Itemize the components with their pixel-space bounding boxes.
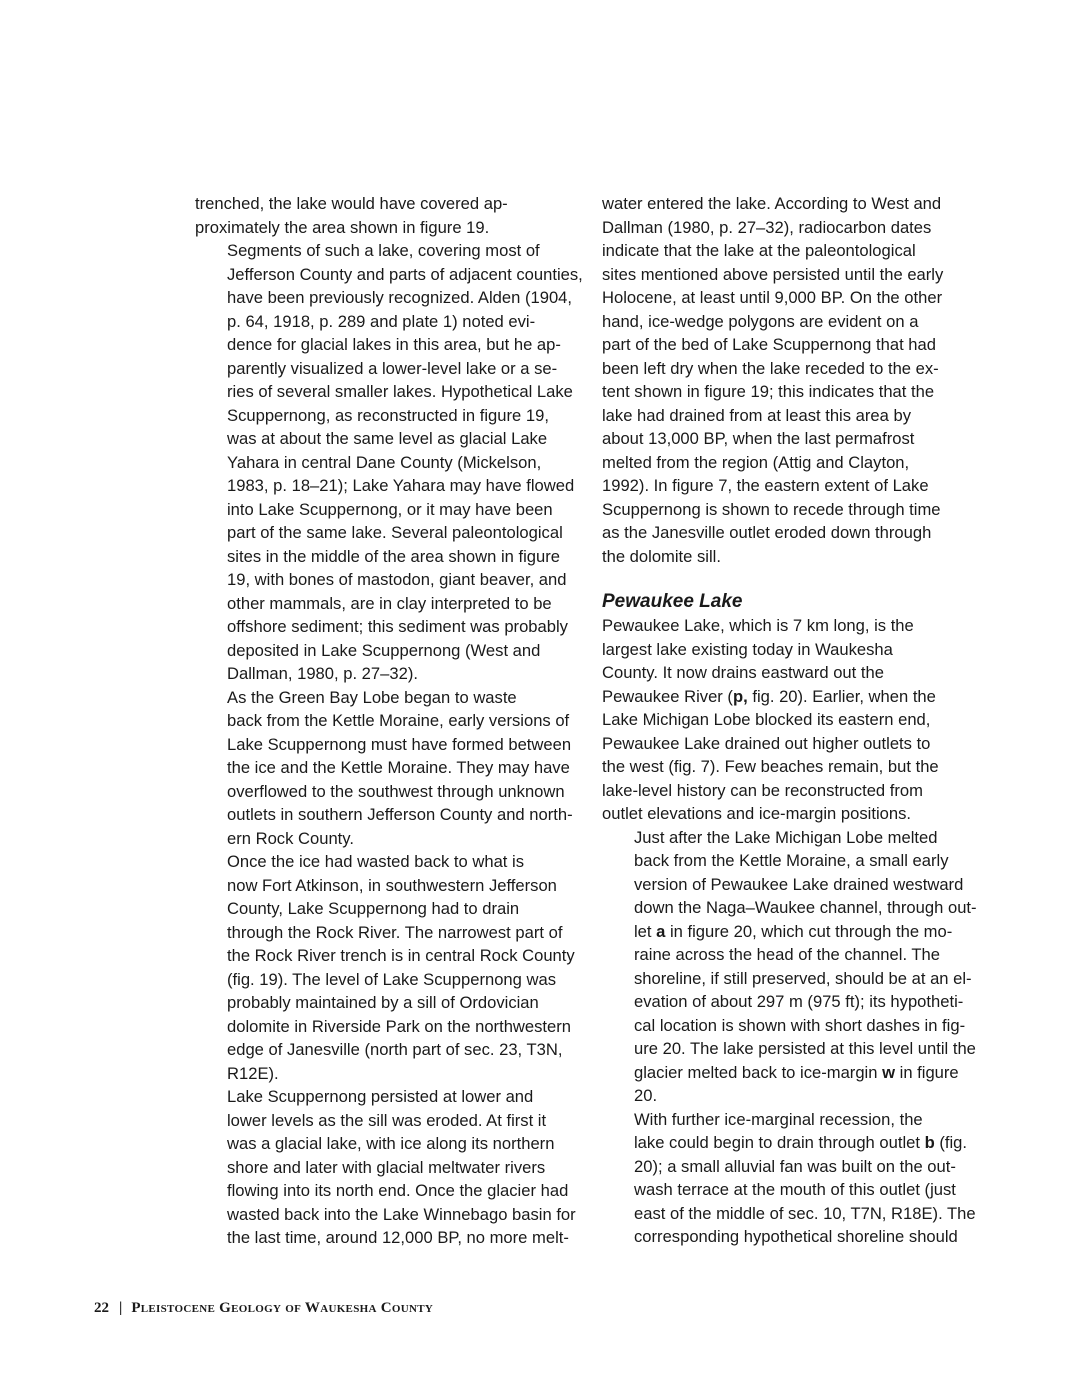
- left-paragraph-5: Lake Scuppernong persisted at lower and lower levels as the sill was eroded. At first it was a glacial lake, with ice along its northern shore and later with glacial meltwater rivers flowing into its north end. Once the glacier had wasted back into the Lake Winnebago basin for the last time, around 12,000 BP, no more melt-: [227, 1087, 576, 1247]
- right-paragraph-3: Just after the Lake Michigan Lobe melted back from the Kettle Moraine, a small early version of Pewaukee Lake drained westward down the Naga–Waukee channel, through out- let a in figure 20, which cut through the mo- raine across the head of the channel. The shoreline, if still preserved, should be at an el- evation of about 297 m (975 ft); its hypotheti- cal location is shown with short dashes in fig- ure 20. The lake persisted at this level until the glacier melted back to ice-margin w in figure 20.: [634, 827, 977, 1105]
- footer-separator: |: [119, 1300, 123, 1316]
- right-column: [602, 192, 977, 1249]
- left-paragraph-3: As the Green Bay Lobe began to waste back from the Kettle Moraine, early versions of Lake Scuppernong must have formed between the ice and the Kettle Moraine. They may have overflowed to the southwest through unknown outlets in southern Jefferson County and north- ern Rock County.: [227, 687, 573, 848]
- left-paragraph-1: trenched, the lake would have covered ap- proximately the area shown in figure 19.: [195, 194, 508, 237]
- outlet-label-a: a: [656, 921, 666, 941]
- right-paragraph-1: water entered the lake. According to West and Dallman (1980, p. 27–32), radiocarbon dates indicate that the lake at the paleontological sites mentioned above persisted until the early Holocene, at least until 9,000 BP. On the other hand, ice-wedge polygons are evident on a part of the bed of Lake Scuppernong that had been left dry when the lake receded to the ex- tent shown in figure 19; this indicates that the lake had drained from at least this area by about 13,000 BP, when the last permafrost melted from the region (Attig and Clayton, 1992). In figure 7, the eastern extent of Lake Scuppernong is shown to recede through time as the Janesville outlet eroded down through the dolomite sill.: [602, 194, 944, 566]
- page-number: 22: [94, 1300, 109, 1316]
- map-label-p: p,: [732, 686, 748, 706]
- left-paragraph-2: Segments of such a lake, covering most of Jefferson County and parts of adjacent counties, have been previously recognized. Alden (1904, p. 64, 1918, p. 289 and plate 1) noted evi- dence for glacial lakes in this area, but he ap- parently visualized a lower-level lake or a se- ries of several smaller lakes. Hypothetical Lake Scuppernong, as reconstructed in figure 19, was at about the same level as glacial Lake Yahara in central Dane County (Mickelson, 1983, p. 18–21); Lake Yahara may have flowed into Lake Scuppernong, or it may have been part of the same lake. Several paleontological sites in the middle of the area shown in figure 19, with bones of mastodon, giant beaver, and other mammals, are in clay interpreted to be offshore sediment; this sediment was probably deposited in Lake Scuppernong (West and Dallman, 1980, p. 27–32).: [227, 241, 583, 683]
- ice-margin-label-w: w: [882, 1062, 896, 1082]
- right-paragraph-2: Pewaukee Lake, which is 7 km long, is the largest lake existing today in Waukesha County. It now drains eastward out the Pewaukee River (p, fig. 20). Earlier, when the Lake Michigan Lobe blocked its eastern end, Pewaukee Lake drained out higher outlets to the west (fig. 7). Few beaches remain, but the lake-level history can be reconstructed from outlet elevations and ice-margin positions.: [602, 616, 939, 823]
- left-column: [195, 192, 583, 1250]
- right-paragraph-4: With further ice-marginal recession, the lake could begin to drain through outlet b (fig. 20); a small alluvial fan was built on the out- wash terrace at the mouth of this outlet (just east of the middle of sec. 10, T7N, R18E). The corresponding hypothetical shoreline should: [634, 1109, 976, 1246]
- page-footer: [94, 1298, 433, 1318]
- running-title: Pleistocene Geology of Waukesha County: [131, 1300, 434, 1316]
- outlet-label-b: b: [924, 1133, 935, 1152]
- left-paragraph-4: Once the ice had wasted back to what is now Fort Atkinson, in southwestern Jefferson County, Lake Scuppernong had to drain through the Rock River. The narrowest part of the Rock River trench is in central Rock County (fig. 19). The level of Lake Scuppernong was probably maintained by a sill of Ordovician dolomite in Riverside Park on the northwestern edge of Janesville (north part of sec. 23, T3N, R12E).: [227, 852, 575, 1083]
- section-heading-pewaukee-lake: Pewaukee Lake: [602, 591, 743, 612]
